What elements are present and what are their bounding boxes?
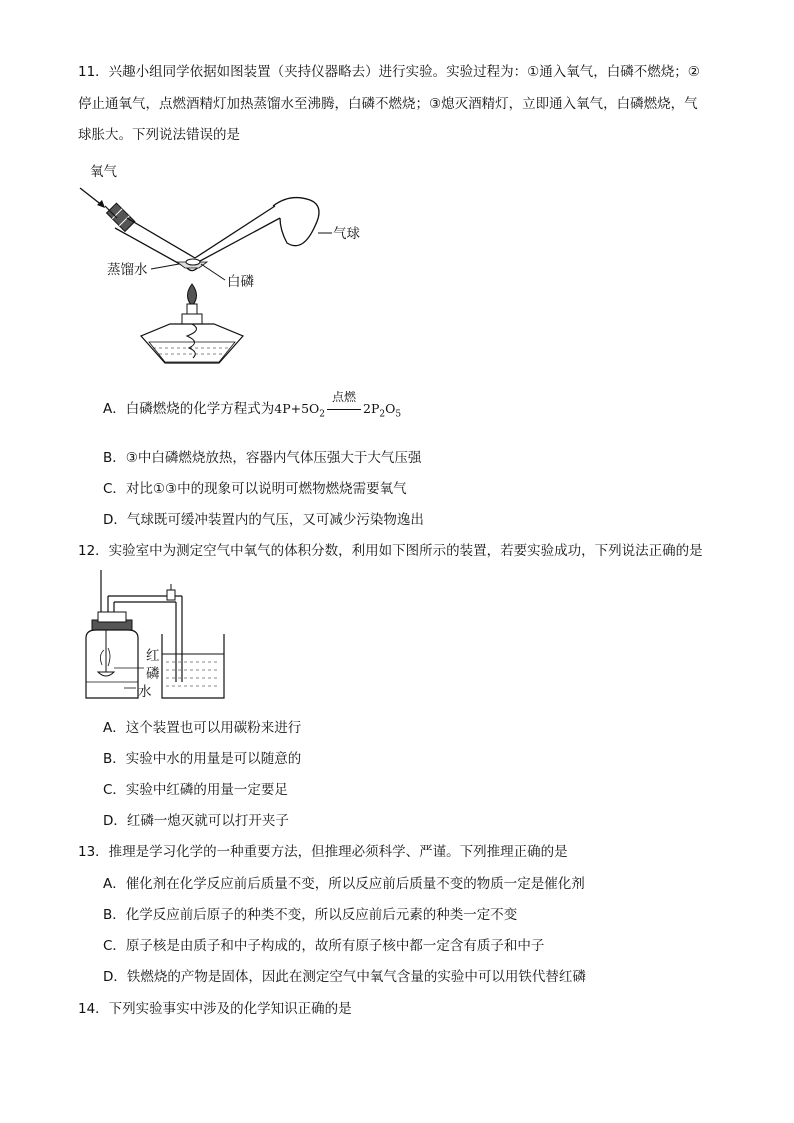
q12-red-label-2: 磷: [146, 666, 160, 682]
q11-apparatus-diagram: [75, 158, 365, 373]
q11-option-a-text: A．白磷燃烧的化学方程式为: [103, 401, 275, 417]
q12-option-c: C．实验中红磷的用量一定要足: [103, 782, 288, 798]
q14-stem: 14．下列实验事实中涉及的化学知识正确的是: [78, 1001, 352, 1017]
q13-option-a: A．催化剂在化学反应前后质量不变，所以反应前后质量不变的物质一定是催化剂: [103, 876, 585, 892]
q11-option-a: [103, 390, 402, 425]
q11-balloon-label: 气球: [333, 226, 360, 242]
q11-option-d: D．气球既可缓冲装置内的气压，又可减少污染物逸出: [103, 512, 424, 528]
q12-option-b: B．实验中水的用量是可以随意的: [103, 751, 302, 767]
q12-apparatus-diagram: [78, 570, 238, 705]
q13-option-b: B．化学反应前后原子的种类不变，所以反应前后元素的种类一定不变: [103, 907, 518, 923]
q12-stem: 12．实验室中为测定空气中氧气的体积分数，利用如下图所示的装置，若要实验成功，下列说法正确的是: [78, 543, 703, 559]
q11-option-c: C．对比①③中的现象可以说明可燃物燃烧需要氧气: [103, 481, 407, 497]
q12-red-label-1: 红: [146, 648, 160, 664]
q12-option-d: D．红磷一熄灭就可以打开夹子: [103, 813, 289, 829]
q11-stem-line3: 球胀大。下列说法错误的是: [78, 127, 240, 143]
q11-stem-line2: 停止通氧气，点燃酒精灯加热蒸馏水至沸腾，白磷不燃烧；③熄灭酒精灯，立即通入氧气，白磷燃烧，气: [78, 96, 698, 112]
q12-option-a: A．这个装置也可以用碳粉来进行: [103, 720, 302, 736]
q11-stem-line1: 11．兴趣小组同学依据如图装置（夹持仪器略去）进行实验。实验过程为：①通入氧气，白磷不燃烧；②: [78, 64, 700, 80]
q12-water-label: 水: [138, 684, 152, 700]
q11-equation: $4P+5O_2$ 点燃 $2P_2O_5$: [274, 401, 401, 416]
q11-oxygen-label: 氧气: [90, 164, 117, 180]
q11-water-label: 蒸馏水: [107, 262, 148, 278]
q13-option-c: C．原子核是由质子和中子构成的，故所有原子核中都一定含有质子和中子: [103, 938, 545, 954]
q13-stem: 13．推理是学习化学的一种重要方法，但推理必须科学、严谨。下列推理正确的是: [78, 844, 568, 860]
q11-equation-condition: 点燃: [332, 390, 357, 404]
q13-option-d: D．铁燃烧的产物是固体，因此在测定空气中氧气含量的实验中可以用铁代替红磷: [103, 969, 586, 985]
q11-option-b: B．③中白磷燃烧放热，容器内气体压强大于大气压强: [103, 450, 422, 466]
q11-phosphorus-label: 白磷: [227, 274, 254, 290]
